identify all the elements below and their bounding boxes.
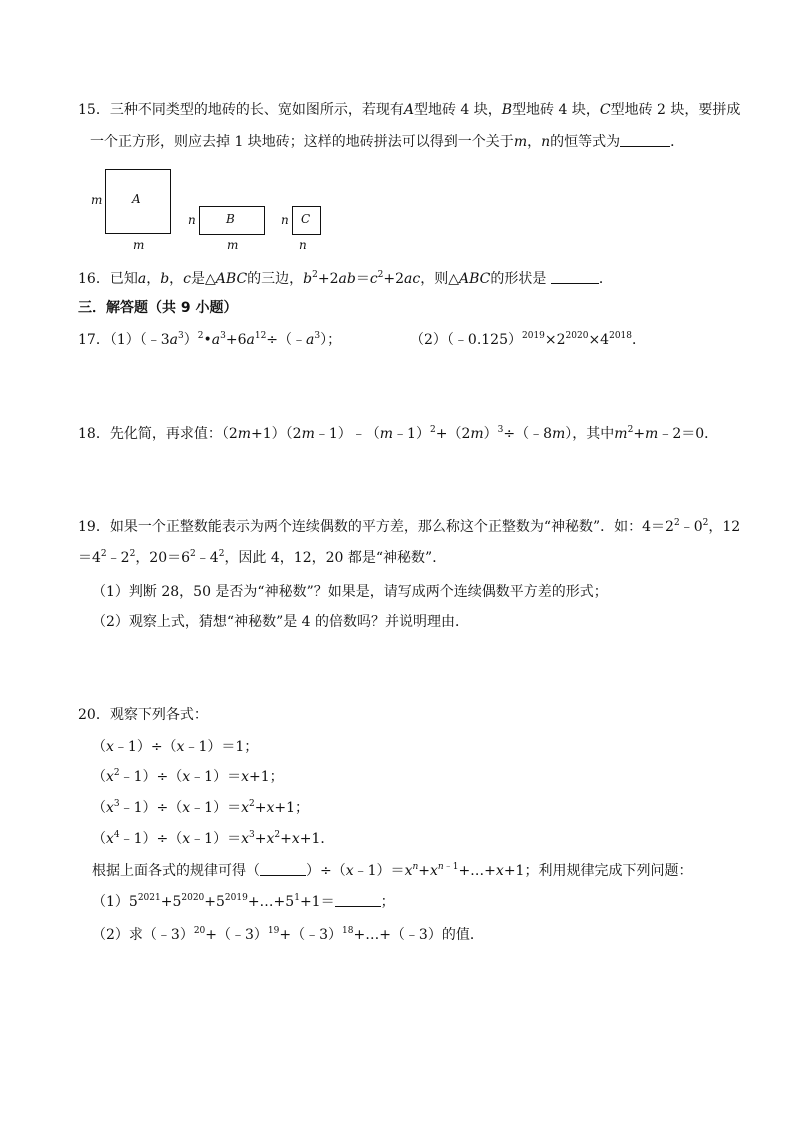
tile-a-side: m (91, 193, 103, 207)
section-title: 三．解答题（共 9 小题） (78, 300, 238, 316)
tile-a-bottom: m (133, 238, 145, 252)
tile-c-bottom: n (299, 238, 307, 252)
q18-line: 18．先化简，再求值：$(2m+1)(2m﹣1)﹣(m﹣1)^2+(2m)^3\div(﹣8m)$，其中$m^2+m﹣2=0$． (78, 425, 719, 442)
tile-b-label: B (226, 212, 235, 226)
q20-subquestion-1: $(1)5^{2021}+5^{2020}+5^{2019}+\dots+5^1+1=$ ； (92, 893, 395, 910)
question-number: 17． (78, 332, 110, 348)
answer-blank[interactable] (260, 863, 306, 876)
question-number: 18． (78, 426, 110, 442)
q20-eq3: $(x^3﹣1)\div(x﹣1)=x^2+x+1$； (92, 799, 310, 816)
q19-subquestion-2: （2）观察上式，猜想“神秘数”是 4 的倍数吗？并说明理由． (92, 614, 470, 630)
q15-line2: 一个正方形，则应去掉 1 块地砖；这样的地砖拼法可以得到一个关于m，n的恒等式为 ． (90, 134, 685, 150)
q19-line2: $=4^2﹣2^2$，$20=6^2﹣4^2$，因此 4，12，20 都是“神秘数”． (78, 549, 447, 566)
answer-blank[interactable] (551, 271, 599, 284)
answer-blank[interactable] (620, 134, 670, 147)
q20-eq4: $(x^4﹣1)\div(x﹣1)=x^3+x^2+x+1$． (92, 830, 335, 847)
q19-line1: 19．如果一个正整数能表示为两个连续偶数的平方差，那么称这个正整数为“神秘数”．如：$4=2^2﹣0^2$，12 (78, 518, 741, 535)
q20-eq2: $(x^2﹣1)\div(x﹣1)=x+1$； (92, 768, 284, 785)
tile-c-label: C (301, 212, 311, 226)
question-number: 15． (78, 102, 110, 118)
q16-line: 16．已知a，b，c是△ABC的三边，$b^2+2ab=c^2+2ac$，则△ABC的形状是 ． (78, 270, 613, 287)
tile-b-side: n (188, 213, 196, 227)
question-number: 19． (78, 519, 110, 535)
question-number: 20． (78, 707, 110, 723)
q20-rule: 根据上面各式的规律可得（ ）$\div(x﹣1)=x^n+x^{n﹣1}+\dots+x+1$；利用规律完成下列问题： (92, 862, 693, 879)
q20-eq1: （x﹣1）÷（x﹣1）＝1； (92, 739, 259, 755)
tile-a-label: A (132, 192, 141, 206)
q15-line1: 15．三种不同类型的地砖的长、宽如图所示，若现有A型地砖 4 块，B型地砖 4 块，C型地砖 2 块，要拼成 (78, 102, 741, 118)
tile-c-side: n (281, 213, 289, 227)
answer-blank[interactable] (335, 894, 381, 907)
q17-part2: $(2)(﹣0.125)^{2019}\times 2^{2020}\times 4^{2018}$． (410, 331, 646, 348)
tile-b-bottom: m (227, 238, 239, 252)
question-number: 16． (78, 271, 110, 287)
q20-intro: 20．观察下列各式： (78, 707, 208, 723)
q19-subquestion-1: （1）判断 28，50 是否为“神秘数”？如果是，请写成两个连续偶数平方差的形式； (92, 584, 608, 600)
q20-subquestion-2: （2）求（﹣3）$^{20}$+（﹣3）$^{19}$+（﹣3）$^{18}$+…+（﹣3）的值． (92, 926, 484, 943)
q17-part1: 17．$(1)(﹣3a^3)^2•a^3+6a^{12}\div(﹣a^3)$； (78, 331, 342, 348)
